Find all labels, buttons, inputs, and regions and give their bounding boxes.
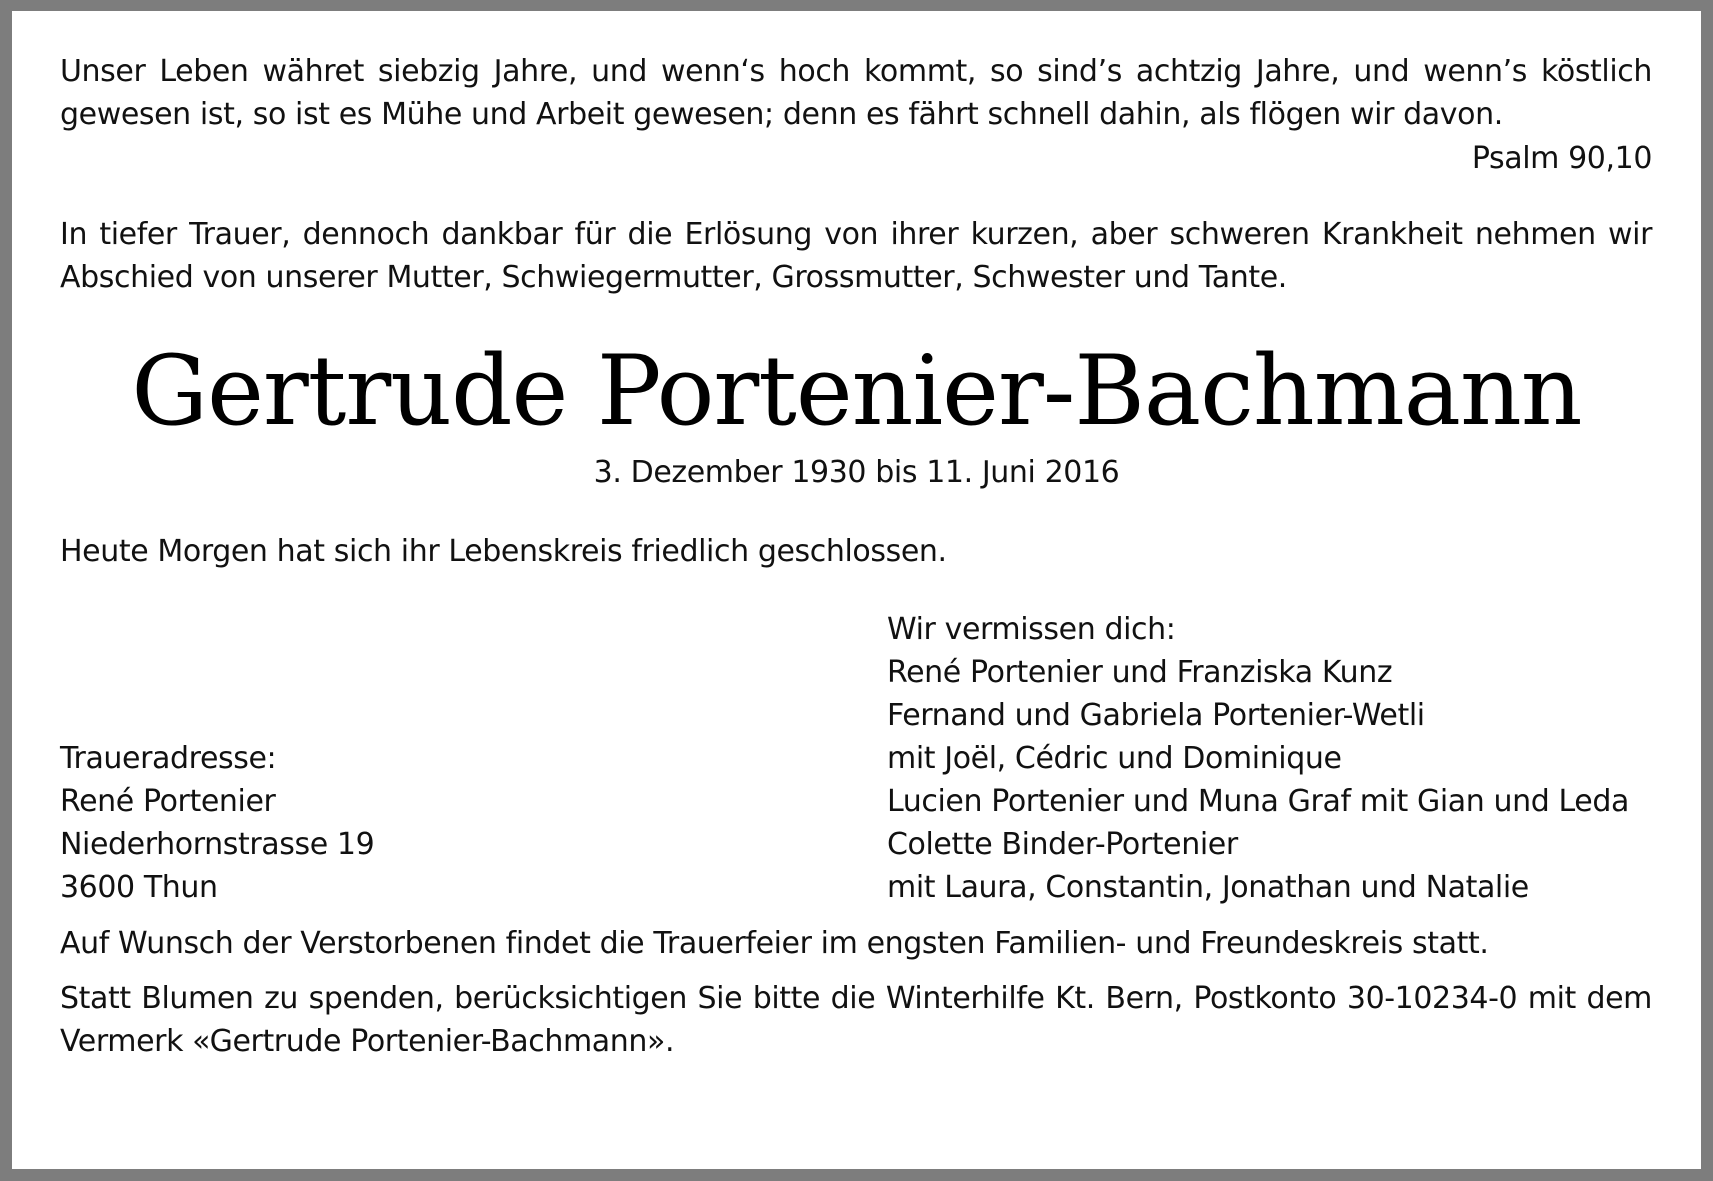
family-line: Colette Binder-Portenier <box>887 827 1238 862</box>
closing-statement: Heute Morgen hat sich ihr Lebenskreis friedlich geschlossen. <box>60 534 947 569</box>
family-heading: Wir vermissen dich: <box>887 612 1176 647</box>
address-heading: Traueradresse: <box>60 741 277 776</box>
donation-note: Statt Blumen zu spenden, berücksichtigen Sie bitte die Winterhilfe Kt. Bern, Postkonto 30-10234-0 mit dem Vermerk «Gertrude Portenier-Bachmann». <box>60 981 1652 1059</box>
family-line: Lucien Portenier und Muna Graf mit Gian und Leda <box>887 784 1629 819</box>
address-line: Niederhornstrasse 19 <box>60 827 375 862</box>
family-line: René Portenier und Franziska Kunz <box>887 655 1393 690</box>
address-line: René Portenier <box>60 784 276 819</box>
family-line: mit Laura, Constantin, Jonathan und Natalie <box>887 870 1529 905</box>
family-line: mit Joël, Cédric und Dominique <box>887 741 1342 776</box>
life-dates: 3. Dezember 1930 bis 11. Juni 2016 <box>593 455 1120 490</box>
mourning-address <box>60 737 660 909</box>
psalm-reference: Psalm 90,10 <box>1471 141 1652 176</box>
family-list <box>887 608 1687 909</box>
ceremony-note: Auf Wunsch der Verstorbenen findet die Trauerfeier im engsten Familien- und Freundeskreis statt. <box>60 926 1489 961</box>
intro-text: In tiefer Trauer, dennoch dankbar für die Erlösung von ihrer kurzen, aber schweren Krankheit nehmen wir Abschied von unserer Mutter, Schwiegermutter, Grossmutter, Schwester und Tante. <box>60 217 1652 295</box>
family-line: Fernand und Gabriela Portenier-Wetli <box>887 698 1425 733</box>
obituary-card <box>12 11 1701 1169</box>
address-line: 3600 Thun <box>60 870 218 905</box>
psalm-quote: Unser Leben währet siebzig Jahre, und wenn‘s hoch kommt, so sind’s achtzig Jahre, und wenn’s köstlich gewesen ist, so ist es Mühe und Arbeit gewesen; denn es fährt schnell dahin, als flögen wir davon. <box>60 54 1652 132</box>
deceased-name: Gertrude Portenier-Bachmann <box>131 335 1582 447</box>
